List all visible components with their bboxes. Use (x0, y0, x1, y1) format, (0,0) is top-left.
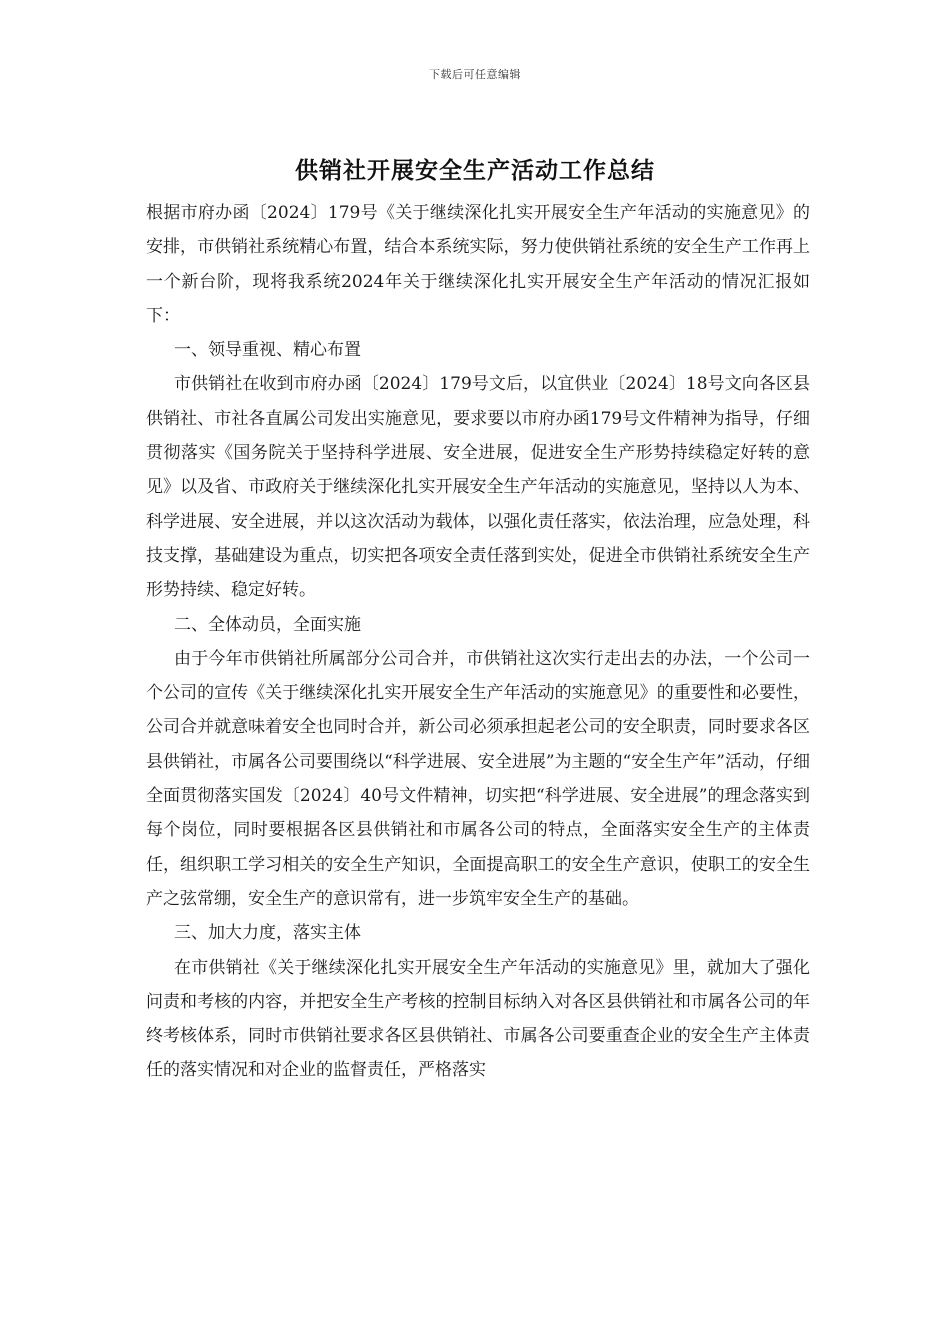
section-heading-2: 二、全体动员，全面实施 (174, 614, 361, 635)
section-heading-1: 一、领导重视、精心布置 (174, 340, 361, 361)
document-title: 供销社开展安全生产活动工作总结 (295, 158, 655, 184)
paragraph-section-2: 由于今年市供销社所属部分公司合并，市供销社这次实行走出去的办法，一个公司一个公司的宣传《关于继续深化扎实开展安全生产年活动的实施意见》的重要性和必要性，公司合并就意味着安全也同时合并，新公司必须承担起老公司的安全职责，同时要求各区县供销社，市属各公司要围绕以“科学进展、安全进展”为主题的“安全生产年”活动，仔细全面贯彻落实国发〔2024〕40号文件精神，切实把“科学进展、安全进展”的理念落实到每个岗位，同时要根据各区县供销社和市属各公司的特点，全面落实安全生产的主体责任，组织职工学习相关的安全生产知识，全面提高职工的安全生产意识，使职工的安全生产之弦常绷，安全生产的意识常有，进一步筑牢安全生产的基础。 (146, 648, 810, 909)
paragraph-section-1: 市供销社在收到市府办函〔2024〕179号文后，以宜供业〔2024〕18号文向各区县供销社、市社各直属公司发出实施意见，要求要以市府办函179号文件精神为指导，仔细贯彻落实《国务院关于坚持科学进展、安全进展，促进安全生产形势持续稳定好转的意见》以及省、市政府关于继续深化扎实开展安全生产年活动的实施意见，坚持以人为本、科学进展、安全进展，并以这次活动为载体，以强化责任落实，依法治理，应急处理，科技支撑，基础建设为重点，切实把各项安全责任落到实处，促进全市供销社系统安全生产形势持续、稳定好转。 (146, 374, 810, 601)
document-body (146, 196, 810, 1088)
paragraph-section-3: 在市供销社《关于继续深化扎实开展安全生产年活动的实施意见》里，就加大了强化问责和考核的内容，并把安全生产考核的控制目标纳入对各区县供销社和市属各公司的年终考核体系，同时市供销社要求各区县供销社、市属各公司要重查企业的安全生产主体责任的落实情况和对企业的监督责任，严格落实 (146, 957, 810, 1081)
paragraph-intro: 根据市府办函〔2024〕179号《关于继续深化扎实开展安全生产年活动的实施意见》的安排，市供销社系统精心布置，结合本系统实际，努力使供销社系统的安全生产工作再上一个新台阶，现将我系统2024年关于继续深化扎实开展安全生产年活动的情况汇报如下： (146, 203, 810, 326)
section-heading-3: 三、加大力度，落实主体 (174, 923, 361, 944)
header-note: 下载后可任意编辑 (429, 68, 521, 81)
